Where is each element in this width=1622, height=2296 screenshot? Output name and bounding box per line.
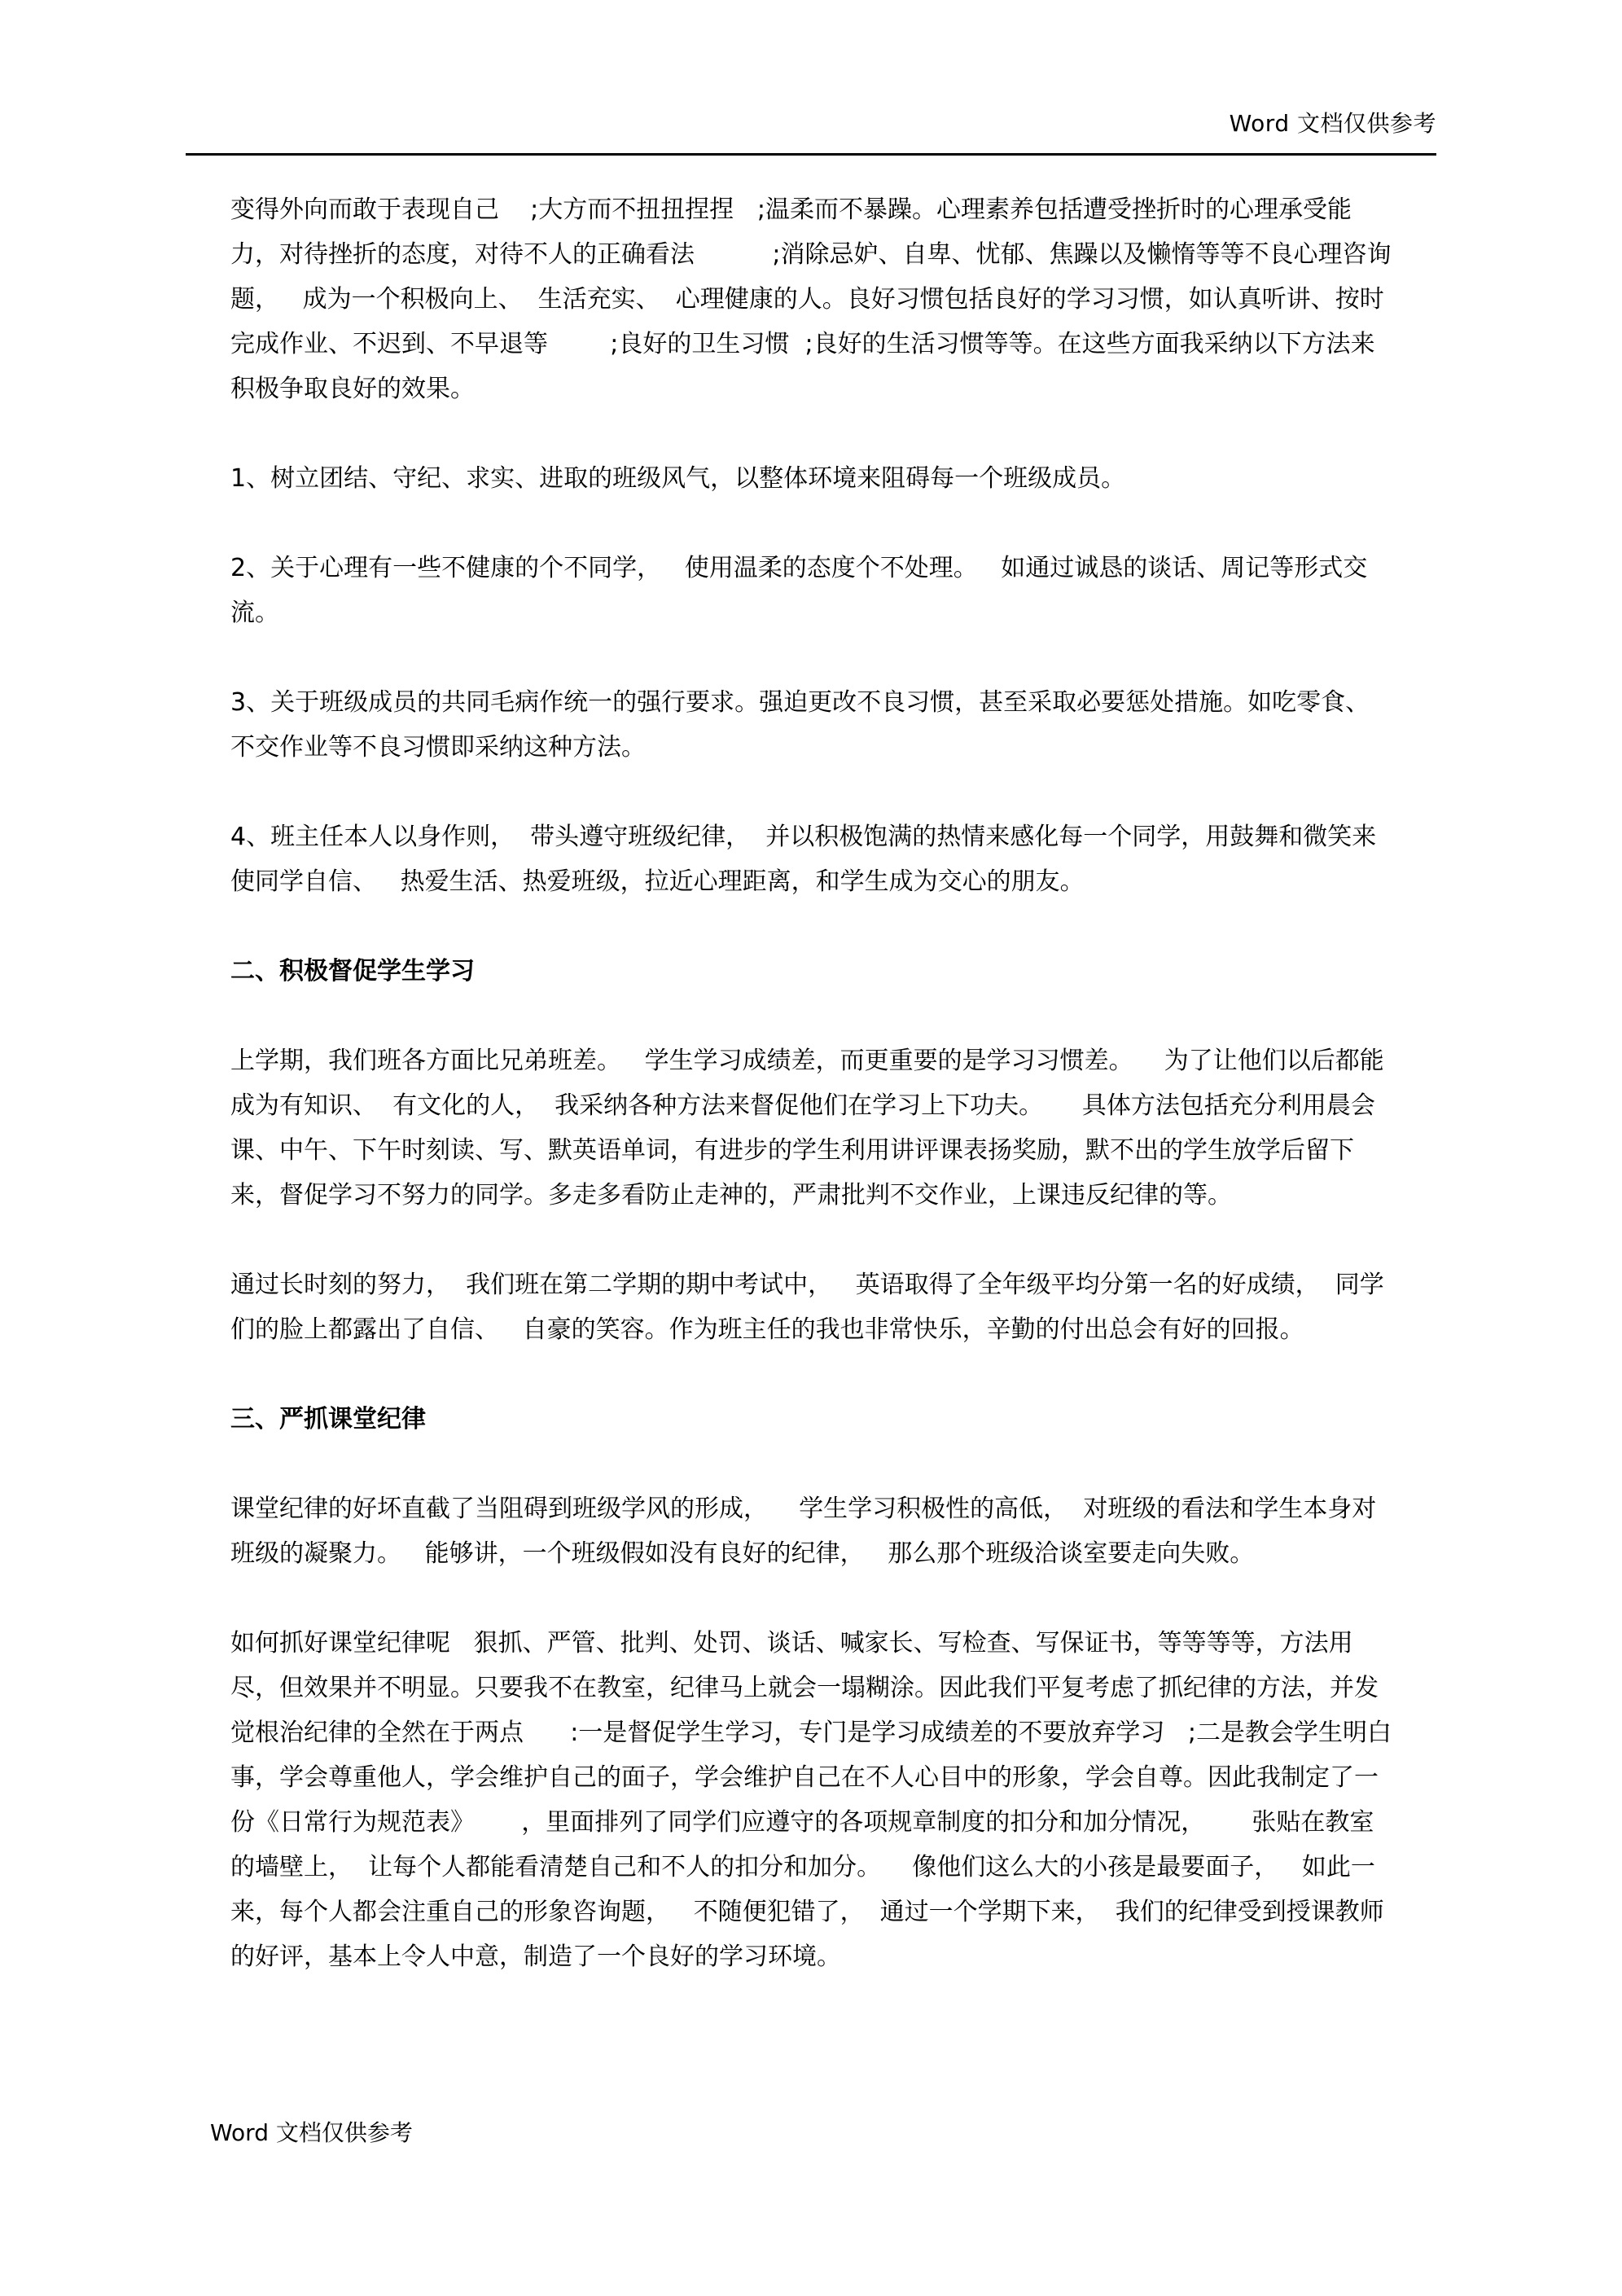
list-item-2: 2、关于心理有一些不健康的个不同学， 使用温柔的态度个不处理。 如通过诚恳的谈话、周记等形式交流。 <box>230 554 1368 627</box>
section-spacer <box>230 1352 1393 1397</box>
page-footer-text: Word 文档仅供参考 <box>210 2119 413 2146</box>
page-header <box>186 108 1436 165</box>
list-item-3: 3、关于班级成员的共同毛病作统一的强行要求。强迫更改不良习惯，甚至采取必要惩处措施。如吃零食、不交作业等不良习惯即采纳这种方法。 <box>230 688 1370 762</box>
section-spacer <box>230 904 1393 949</box>
header-watermark-text: Word 文档仅供参考 <box>1229 110 1436 137</box>
section-heading-three: 三、严抓课堂纪律 <box>230 1405 426 1433</box>
header-divider <box>186 153 1436 156</box>
paragraph-spacer <box>230 501 1393 546</box>
intro-paragraph: 变得外向而敢于表现自己 ;大方而不扭扭捏捏 ;温柔而不暴躁。心理素养包括遭受挫折时的心理承受能力，对待挫折的态度，对待不人的正确看法 ;消除忌妒、自卑、忧郁、焦躁以及懒惰等等不良心理咨询题， 成为一个积极向上、 生活充实、 心理健康的人。良好习惯包括良好的学习习惯，如认真听讲、按时完成作业、不迟到、不早退等 ;良好的卫生习惯 ;良好的生活习惯等等。在这些方面我采纳以下方法来积极争取良好的效果。 <box>230 195 1392 403</box>
paragraph-spacer <box>230 635 1393 680</box>
list-item-1: 1、树立团结、守纪、求实、进取的班级风气，以整体环境来阻碍每一个班级成员。 <box>230 464 1126 493</box>
section-three-paragraph-1: 课堂纪律的好坏直截了当阻碍到班级学风的形成， 学生学习积极性的高低， 对班级的看法和学生本身对班级的凝聚力。 能够讲，一个班级假如没有良好的纪律， 那么那个班级洽谈室要走向失败。 <box>230 1495 1377 1568</box>
section-three-paragraph-2: 如何抓好课堂纪律呢 狠抓、严管、批判、处罚、谈话、喊家长、写检查、写保证书，等等等等，方法用尽，但效果并不明显。只要我不在教室，纪律马上就会一塌糊涂。因此我们平复考虑了抓纪律的方法，并发觉根治纪律的全然在于两点 :一是督促学生学习，专门是学习成绩差的不要放弃学习 ;二是教会学生明白事，学会尊重他人，学会维护自己的面子，学会维护自己在不人心目中的形象，学会自尊。因此我制定了一份《日常行为规范表》 ，里面排列了同学们应遵守的各项规章制度的扣分和加分情况， 张贴在教室的墙壁上， 让每个人都能看清楚自己和不人的扣分和加分。 像他们这么大的小孩是最要面子， 如此一来，每个人都会注重自己的形象咨询题， 不随便犯错了， 通过一个学期下来， 我们的纪律受到授课教师的好评，基本上令人中意，制造了一个良好的学习环境。 <box>230 1629 1392 1971</box>
list-item-4: 4、班主任本人以身作则， 带头遵守班级纪律， 并以积极饱满的热情来感化每一个同学，用鼓舞和微笑来使同学自信、 热爱生活、热爱班级，拉近心理距离，和学生成为交心的朋友。 <box>230 823 1377 896</box>
section-two-paragraph-2: 通过长时刻的努力， 我们班在第二学期的期中考试中， 英语取得了全年级平均分第一名的好成绩， 同学们的脸上都露出了自信、 自豪的笑容。作为班主任的我也非常快乐，辛勤的付出总会有好的回报。 <box>230 1271 1384 1344</box>
paragraph-spacer <box>230 1218 1393 1262</box>
paragraph-spacer <box>230 1576 1393 1621</box>
document-body <box>230 187 1393 1979</box>
paragraph-spacer <box>230 1442 1393 1486</box>
paragraph-spacer <box>230 411 1393 456</box>
paragraph-spacer <box>230 994 1393 1038</box>
section-two-paragraph-1: 上学期，我们班各方面比兄弟班差。 学生学习成绩差，而更重要的是学习习惯差。 为了让他们以后都能成为有知识、 有文化的人， 我采纳各种方法来督促他们在学习上下功夫。 具体方法包括充分利用晨会课、中午、下午时刻读、写、默英语单词，有进步的学生利用讲评课表扬奖励，默不出的学生放学后留下来，督促学习不努力的同学。多走多看防止走神的，严肃批判不交作业，上课违反纪律的等。 <box>230 1047 1384 1209</box>
paragraph-spacer <box>230 770 1393 814</box>
section-heading-two: 二、积极督促学生学习 <box>230 957 475 986</box>
